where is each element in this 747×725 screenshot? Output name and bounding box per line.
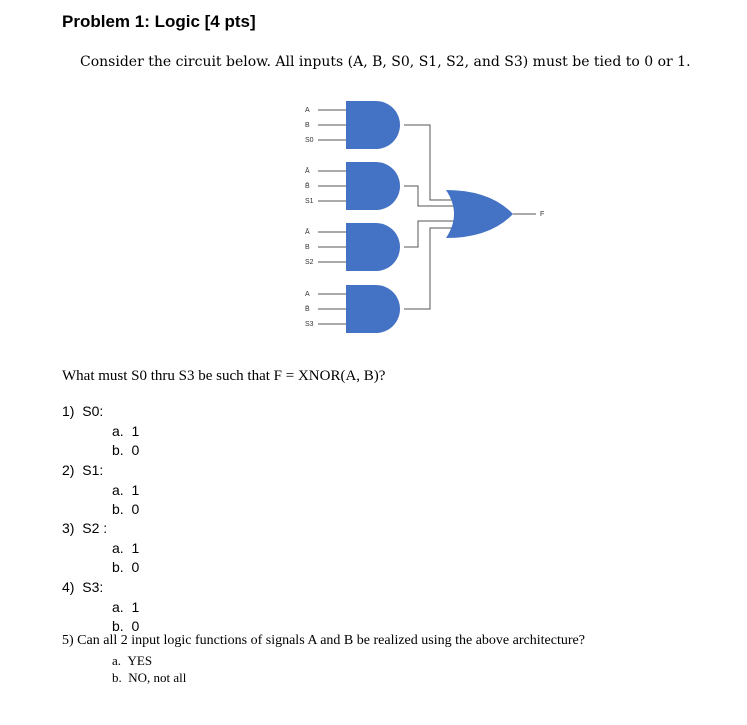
input-label: Ā [305,168,310,175]
input-label: B [305,244,310,251]
item-3-option-b[interactable] [112,559,139,575]
option-letter: a. [112,482,124,498]
option-letter: a. [112,423,124,439]
problem-intro: Consider the circuit below. All inputs (A, B, S0, S1, S2, and S3) must be tied to 0 or 1. [80,54,691,70]
q5-text: Can all 2 input logic functions of signals A and B be realized using the above architecture? [77,633,585,648]
input-leads [318,110,346,324]
input-label: S0 [305,137,314,144]
item-2-option-b[interactable] [112,501,139,517]
input-label: B̄ [305,183,310,190]
item-number: 2) [62,462,75,478]
q5-option-a[interactable] [112,653,152,669]
option-letter: b. [112,501,124,517]
and-gate-3 [346,223,400,271]
q5-option-b-letter: b. [112,670,122,685]
item-4-label [62,579,103,595]
logic-circuit-diagram [0,0,747,360]
item-2-option-a[interactable] [112,482,139,498]
item-3-label [62,520,107,536]
q5-option-a-letter: a. [112,653,122,668]
or-gate [446,190,513,238]
input-label: S3 [305,321,314,328]
q5-number: 5) [62,633,74,648]
item-4-option-b[interactable] [112,618,139,634]
option-value: 0 [131,559,140,575]
option-value: 1 [131,599,140,615]
input-label: Ā [305,229,310,236]
item-1-label [62,403,103,419]
option-value: 1 [131,482,140,498]
option-value: 1 [131,423,140,439]
q5-option-b[interactable] [112,670,186,686]
item-number: 4) [62,579,75,595]
option-letter: a. [112,540,124,556]
option-letter: b. [112,442,124,458]
item-signal: S2 : [82,520,108,536]
item-number: 1) [62,403,75,419]
output-label-f: F [540,211,545,218]
option-letter: a. [112,599,124,615]
input-label: A [305,291,310,298]
and-gate-2 [346,162,400,210]
option-value: 0 [131,501,140,517]
item-signal: S1: [82,462,104,478]
option-value: 0 [131,618,140,634]
item-number: 3) [62,520,75,536]
q5-option-a-text: YES [127,653,153,668]
item-1-option-b[interactable] [112,442,139,458]
and-gate-1 [346,101,400,149]
item-2-label [62,462,103,478]
option-letter: b. [112,559,124,575]
question-5 [62,633,585,649]
option-value: 1 [131,540,140,556]
q5-option-b-text: NO, not all [128,670,187,685]
item-3-option-a[interactable] [112,540,139,556]
item-signal: S3: [82,579,104,595]
problem-title: Problem 1: Logic [4 pts] [62,12,256,31]
item-1-option-a[interactable] [112,423,139,439]
input-label: A [305,107,310,114]
item-signal: S0: [82,403,104,419]
and-gate-4 [346,285,400,333]
option-value: 0 [131,442,140,458]
input-label: B [305,122,310,129]
input-label: S2 [305,259,314,266]
option-letter: b. [112,618,124,634]
item-4-option-a[interactable] [112,599,139,615]
input-label: B̄ [305,306,310,313]
question-text: What must S0 thru S3 be such that F = XNOR(A, B)? [62,368,386,384]
input-label: S1 [305,198,314,205]
